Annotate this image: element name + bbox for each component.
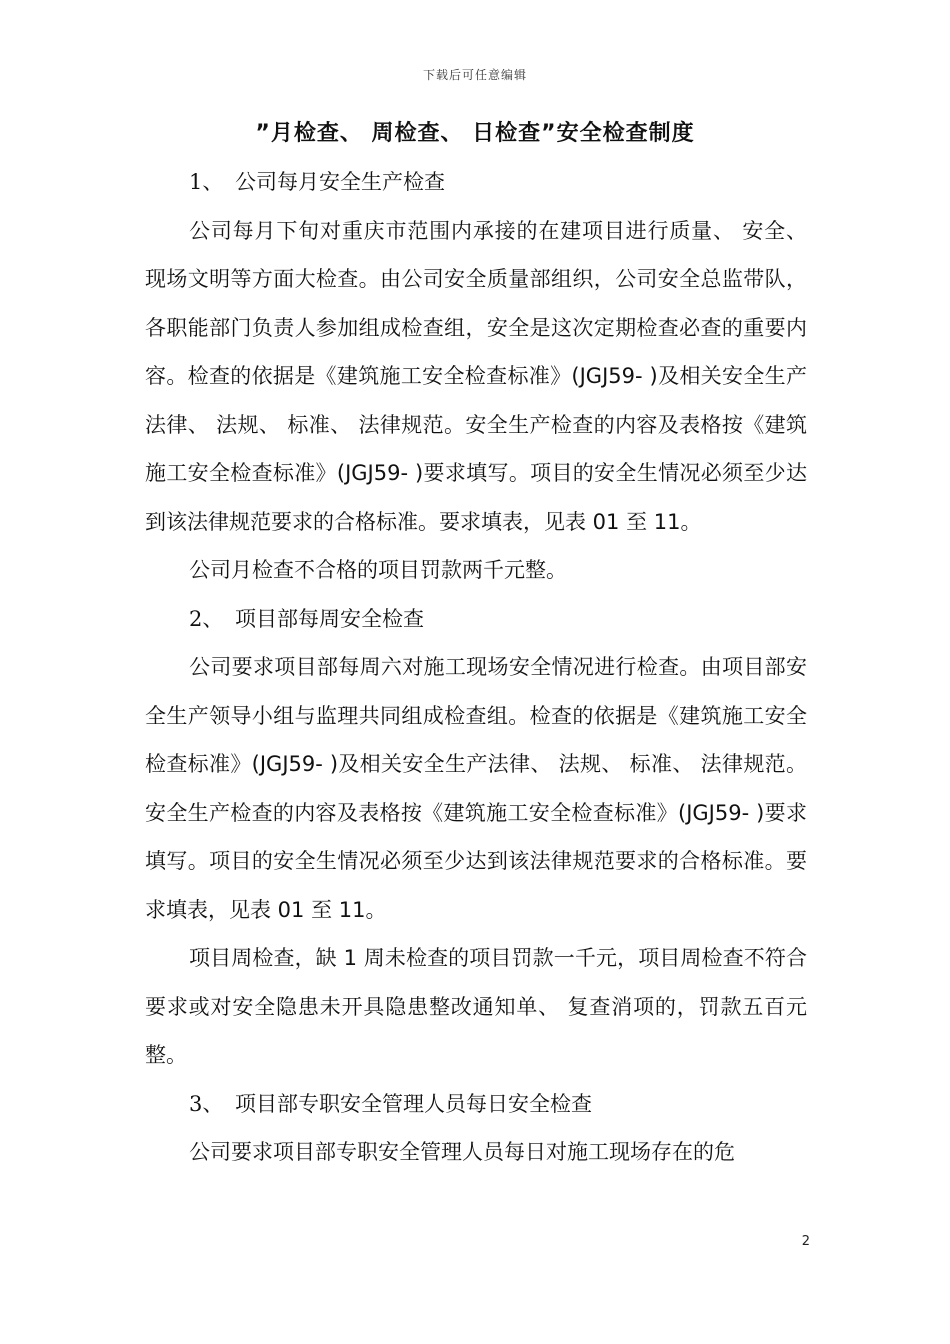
section-weekly-inspection [145, 595, 807, 1080]
section-heading-text: 项目部专职安全管理人员每日安全检查 [235, 1091, 592, 1116]
paragraph: 公司月检查不合格的项目罚款两千元整。 [189, 558, 567, 582]
paragraph: 公司要求项目部专职安全管理人员每日对施工现场存在的危 [189, 1140, 735, 1164]
paragraph: 公司要求项目部每周六对施工现场安全情况进行检查。由项目部安全生产领导小组与监理共同组成检查组。检查的依据是《建筑施工安全检查标准》(JGJ59- )及相关安全生产法律、 法规、 标准、 法律规范。安全生产检查的内容及表格按《建筑施工安全检查标准》(JGJ59- )要求填写。项目的安全生情况必须至少达到该法律规范要求的合格标准。要求填表，见表 01 至 11。 [145, 655, 807, 922]
section-number: 2、 [189, 606, 224, 631]
section-heading-text: 公司每月安全生产检查 [235, 170, 445, 194]
section-daily-inspection [145, 1080, 807, 1177]
section-number: 1、 [189, 170, 224, 194]
page-number: 2 [801, 1234, 810, 1249]
document-body [145, 158, 807, 1177]
paragraph: 公司每月下旬对重庆市范围内承接的在建项目进行质量、 安全、 现场文明等方面大检查。由公司安全质量部组织，公司安全总监带队，各职能部门负责人参加组成检查组，安全是这次定期检查必查的重要内容。检查的依据是《建筑施工安全检查标准》(JGJ59- )及相关安全生产法律、 法规、 标准、 法律规范。安全生产检查的内容及表格按《建筑施工安全检查标准》(JGJ59- )要求填写。项目的安全生情况必须至少达到该法律规范要求的合格标准。要求填表，见表 01 至 11。 [145, 218, 807, 534]
section-number: 3、 [189, 1091, 224, 1116]
page-header-note: 下载后可任意编辑 [422, 68, 527, 82]
section-heading-text: 项目部每周安全检查 [235, 606, 424, 631]
paragraph: 项目周检查，缺 1 周未检查的项目罚款一千元，项目周检查不符合要求或对安全隐患未开具隐患整改通知单、 复查消项的，罚款五百元整。 [145, 946, 807, 1067]
document-title: ”月检查、 周检查、 日检查”安全检查制度 [255, 121, 695, 146]
section-monthly-inspection [145, 158, 807, 595]
section-heading [145, 595, 807, 644]
section-heading [145, 158, 807, 207]
section-heading [145, 1080, 807, 1129]
